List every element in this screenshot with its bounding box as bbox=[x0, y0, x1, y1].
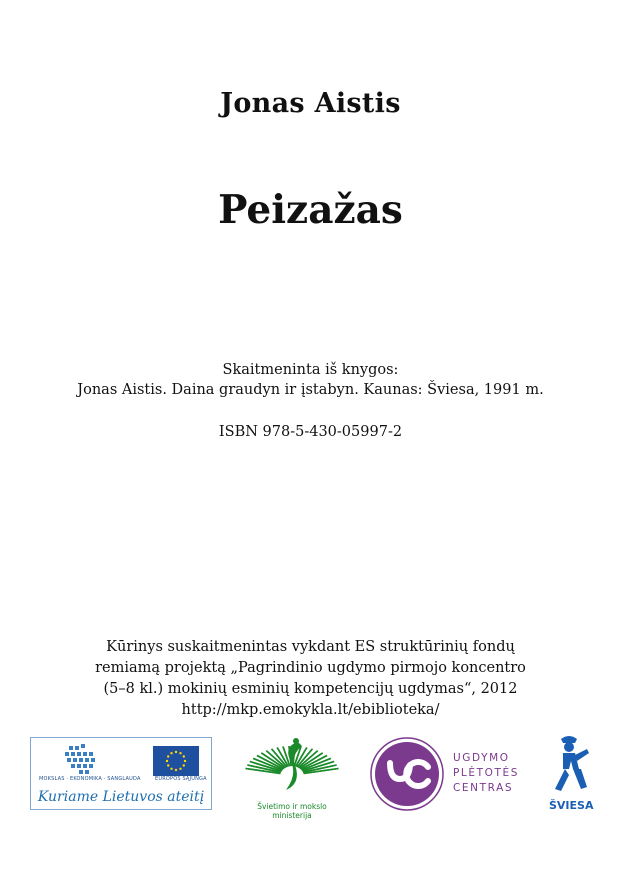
esf-logo bbox=[30, 737, 212, 810]
funding-line-2: remiamą projektą „Pagrindinio ugdymo pirmojo koncentro bbox=[95, 660, 526, 676]
source-info bbox=[0, 360, 621, 400]
author-name: Jonas Aistis bbox=[220, 88, 401, 119]
book-title: Peizažas bbox=[218, 187, 403, 233]
funding-url[interactable]: http://mkp.emokykla.lt/ebiblioteka/ bbox=[181, 702, 440, 718]
esf-small-right: EUROPOS SĄJUNGA bbox=[155, 776, 207, 782]
upc-line-1: UGDYMO bbox=[453, 752, 510, 764]
funding-line-3: (5–8 kl.) mokinių esminių kompetencijų ugdymas“, 2012 bbox=[103, 681, 518, 697]
eu-star bbox=[170, 752, 172, 754]
source-line-1: Skaitmeninta iš knygos: bbox=[222, 362, 399, 378]
upc-circle-icon bbox=[370, 737, 444, 811]
eu-star bbox=[175, 769, 177, 771]
upc-line-3: CENTRAS bbox=[453, 782, 514, 794]
source-line-2: Jonas Aistis. Daina graudyn ir įstabyn. Kaunas: Šviesa, 1991 m. bbox=[77, 382, 544, 398]
emblem-dot bbox=[293, 738, 299, 744]
funding-line-1: Kūrinys suskaitmenintas vykdant ES struktūrinių fondų bbox=[106, 639, 515, 655]
sviesa-label: ŠVIESA bbox=[549, 799, 594, 812]
eu-star bbox=[184, 760, 186, 762]
sviesa-figure-icon bbox=[549, 735, 593, 797]
eu-star bbox=[166, 760, 168, 762]
eu-star bbox=[183, 755, 185, 757]
ministry-logo bbox=[240, 736, 344, 820]
ministry-label: Švietimo ir mokslo ministerija bbox=[257, 802, 327, 820]
esf-small-left: MOKSLAS · EKONOMIKA · SANGLAUDA bbox=[39, 776, 141, 782]
upc-line-2: PLĖTOTĖS bbox=[453, 767, 520, 779]
eu-star bbox=[167, 755, 169, 757]
eu-star bbox=[175, 751, 177, 753]
eu-star bbox=[183, 764, 185, 766]
eu-star bbox=[179, 752, 181, 754]
eu-star bbox=[170, 768, 172, 770]
eu-star bbox=[167, 764, 169, 766]
eu-flag-icon bbox=[153, 746, 199, 776]
upc-logo bbox=[370, 737, 530, 811]
ministry-emblem-icon bbox=[240, 736, 344, 800]
funding-note bbox=[0, 637, 621, 721]
eu-star bbox=[179, 768, 181, 770]
sviesa-logo bbox=[549, 735, 593, 813]
esf-slogan: Kuriame Lietuvos ateitį bbox=[37, 789, 205, 805]
isbn: ISBN 978-5-430-05997-2 bbox=[218, 424, 403, 440]
esf-mosaic-icon bbox=[63, 744, 103, 778]
upc-label bbox=[453, 751, 519, 796]
